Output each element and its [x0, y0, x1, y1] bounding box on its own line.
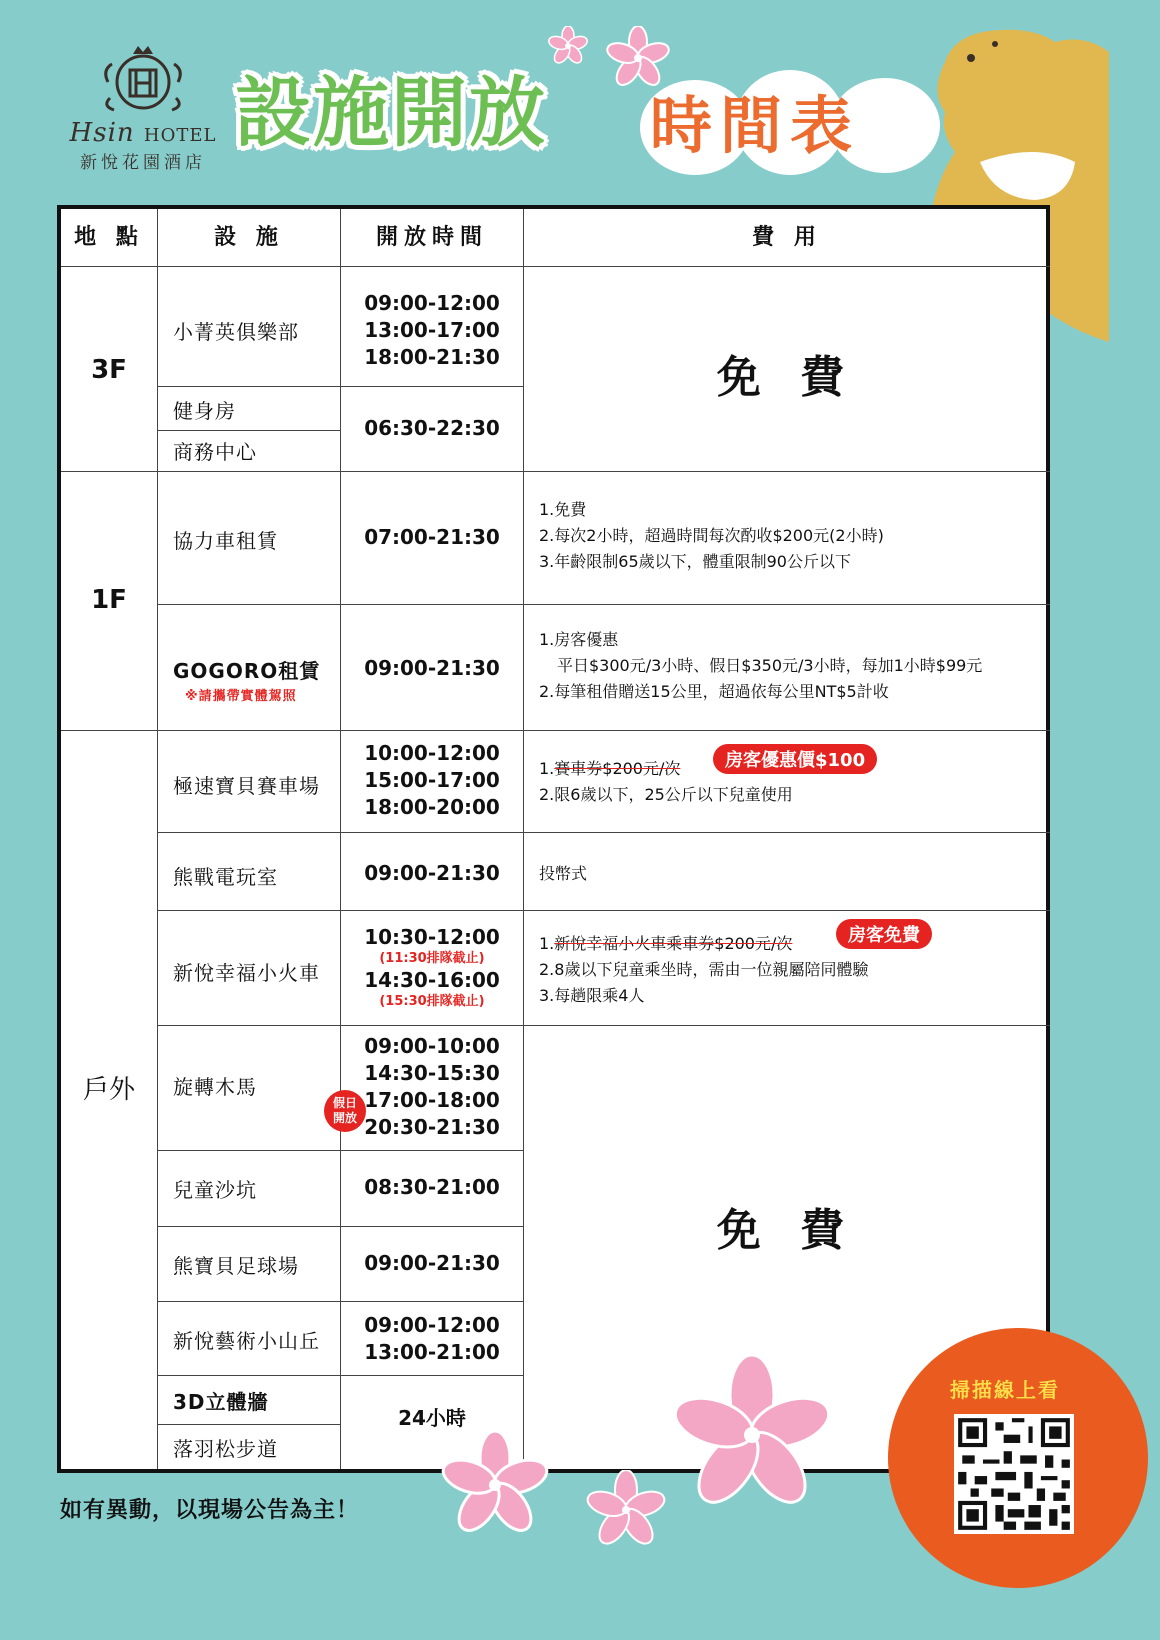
facility-art-hill: 新悅藝術小山丘 — [173, 1329, 320, 1353]
hotel-name-en: Hsin HOTEL — [69, 118, 217, 148]
row-divider — [61, 471, 1050, 472]
flower-icon — [548, 26, 588, 66]
facility-bike-rental: 協力車租賃 — [173, 529, 278, 553]
hours-soccer-field: 09:00-21:30 — [364, 1251, 500, 1275]
row-divider — [61, 266, 1050, 267]
facility-gogoro-rental: GOGORO租賃 — [173, 659, 321, 683]
hours-art-hill: 09:00-12:00 13:00-21:00 — [364, 1313, 500, 1364]
hotel-logo — [58, 40, 228, 173]
hours-sandpit: 08:30-21:00 — [364, 1175, 500, 1199]
facility-train: 新悅幸福小火車 — [173, 961, 320, 985]
row-divider — [158, 1150, 523, 1151]
hours-gogoro-rental: 09:00-21:30 — [364, 656, 500, 680]
facility-business-center: 商務中心 — [173, 440, 257, 464]
row-divider — [158, 832, 1050, 833]
flower-icon — [672, 1355, 832, 1515]
title-green: 設施開放 — [235, 68, 547, 157]
flower-icon — [606, 26, 670, 90]
row-divider — [158, 1301, 523, 1302]
crown-crest-icon — [98, 40, 188, 120]
weekend-open-badge: 假日 開放 — [324, 1090, 366, 1132]
facility-carousel: 旋轉木馬 — [173, 1075, 257, 1099]
row-divider — [158, 604, 1050, 605]
location-1f: 1F — [91, 585, 127, 615]
col-divider — [157, 209, 158, 1469]
fee-train: 1.新悅幸福小火車乘車券$200元/次 2.8歲以下兒童乘坐時，需由一位親屬陪同體驗 3.每趟限乘4人 — [539, 934, 869, 1005]
col-divider — [340, 209, 341, 1469]
row-divider — [158, 430, 340, 431]
row-divider — [158, 1375, 523, 1376]
location-3f: 3F — [91, 355, 127, 385]
hours-club: 09:00-12:00 13:00-17:00 18:00-21:30 — [364, 291, 500, 369]
row-divider — [158, 1025, 1050, 1026]
gogoro-license-note: ※請攜帶實體駕照 — [185, 689, 297, 704]
row-divider — [158, 1424, 340, 1425]
scan-online-badge — [888, 1328, 1148, 1588]
guest-discount-badge: 房客優惠價$100 — [713, 744, 877, 774]
fee-race-track: 1.賽車券$200元/次 2.限6歲以下，25公斤以下兒童使用 — [539, 759, 793, 804]
fee-free-outdoor: 免 費 — [716, 1205, 857, 1256]
facility-3d-wall: 3D立體牆 — [173, 1390, 269, 1414]
facility-club: 小菁英俱樂部 — [173, 320, 299, 344]
hours-wall-trail: 24小時 — [398, 1406, 466, 1430]
row-divider — [158, 910, 1050, 911]
row-divider — [158, 386, 523, 387]
header-location: 地 點 — [74, 225, 144, 250]
hours-bike-rental: 07:00-21:30 — [364, 525, 500, 549]
facility-gym: 健身房 — [173, 399, 236, 423]
flower-icon — [586, 1470, 666, 1550]
facility-soccer-field: 熊寶貝足球場 — [173, 1254, 299, 1278]
fee-gogoro-rental: 1.房客優惠 平日$300元/3小時、假日$350元/3小時，每加1小時$99元 2.每筆租借贈送15公里，超過依每公里NT$5計收 — [539, 630, 983, 701]
hours-gym-business: 06:30-22:30 — [364, 416, 500, 440]
hours-race-track: 10:00-12:00 15:00-17:00 18:00-20:00 — [364, 741, 500, 819]
flower-icon — [440, 1430, 550, 1540]
fee-arcade: 投幣式 — [539, 864, 588, 883]
row-divider — [61, 730, 1050, 731]
qr-code-icon[interactable] — [954, 1414, 1074, 1534]
footer-notice: 如有異動，以現場公告為主！ — [60, 1498, 360, 1523]
hotel-name-zh: 新悅花園酒店 — [80, 153, 206, 173]
facility-race-track: 極速寶貝賽車場 — [173, 774, 320, 798]
facility-sandpit: 兒童沙坑 — [173, 1178, 257, 1202]
guest-free-badge: 房客免費 — [836, 919, 932, 949]
scan-label: 掃描線上看 — [950, 1378, 1060, 1402]
title-orange: 時間表 — [650, 89, 861, 162]
fee-bike-rental: 1.免費 2.每次2小時，超過時間每次酌收$200元(2小時) 3.年齡限制65歲以下，體重限制90公斤以下 — [539, 500, 884, 571]
title-orange-badge — [640, 70, 940, 180]
header-fee: 費 用 — [752, 225, 822, 250]
location-outdoor: 戶外 — [82, 1075, 135, 1105]
hours-arcade: 09:00-21:30 — [364, 861, 500, 885]
facility-arcade: 熊戰電玩室 — [173, 865, 278, 889]
facility-schedule-table — [57, 205, 1050, 1473]
row-divider — [158, 1226, 523, 1227]
header-facility: 設 施 — [214, 225, 284, 250]
header-hours: 開放時間 — [375, 225, 488, 250]
facility-cypress-trail: 落羽松步道 — [173, 1437, 278, 1461]
fee-free-3f: 免 費 — [716, 352, 857, 403]
hours-train: 10:30-12:00 (11:30排隊截止) 14:30-16:00 (15:30排隊截止) — [364, 925, 500, 1009]
hours-carousel: 09:00-10:00 14:30-15:30 17:00-18:00 20:30-21:30 — [364, 1034, 500, 1139]
